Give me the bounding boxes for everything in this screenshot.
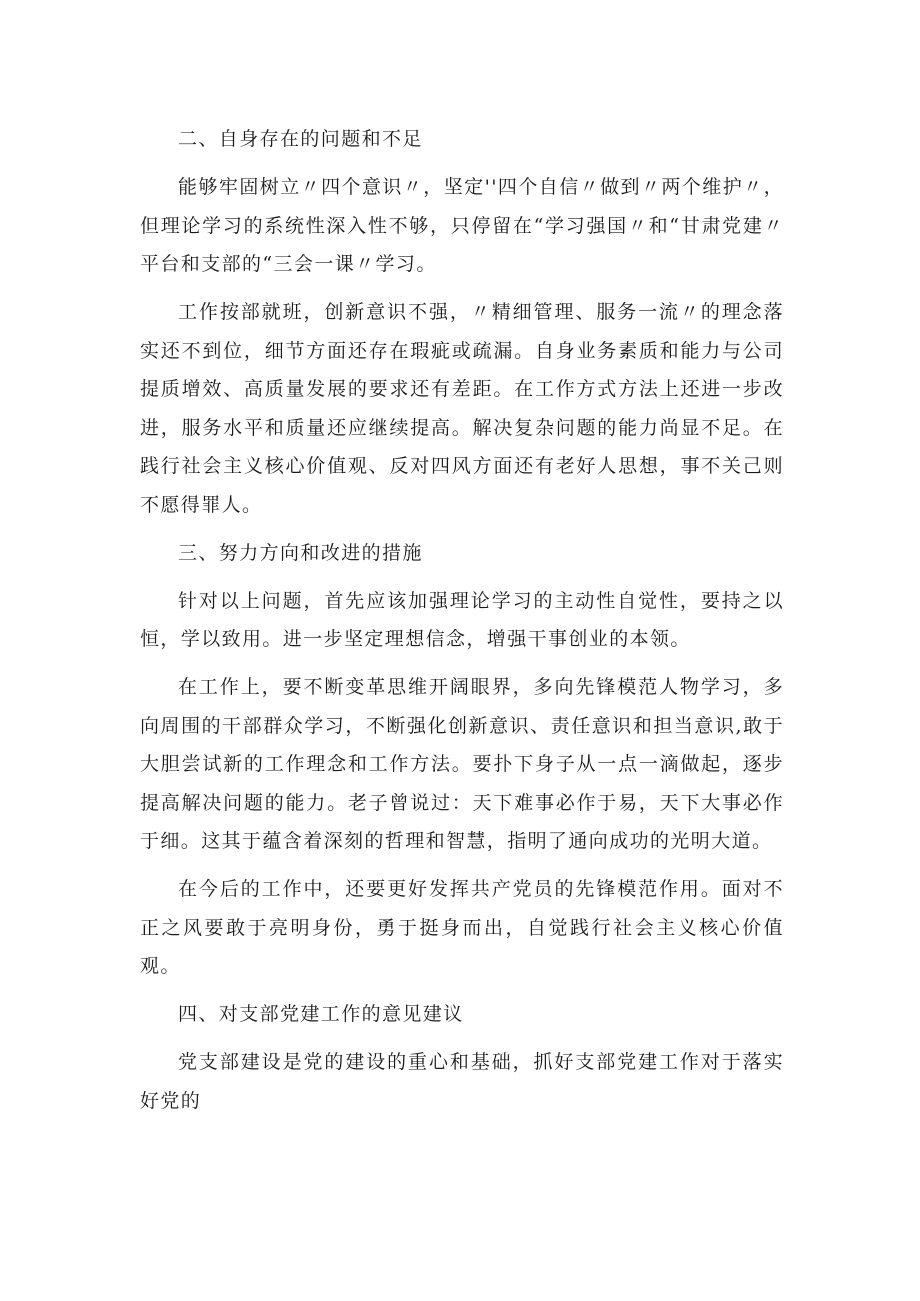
section-heading-improvements: 三、努力方向和改进的措施 xyxy=(178,541,423,564)
paragraph-work-shortcomings: 工作按部就班，创新意识不强，〃精细管理、服务一流〃的理念落实还不到位，细节方面还存在瑕疵或疏漏。自身业务素质和能力与公司提质增效、高质量发展的要求还有差距。在工作方式方法上还进一步改进，服务水平和质量还应继续提高。解决复杂问题的能力尚显不足。在践行社会主义核心价值观、反对四风方面还有老好人思想，事不关己则不愿得罪人。 xyxy=(140,301,784,516)
section-heading-problems: 二、自身存在的问题和不足 xyxy=(178,128,423,150)
document-body xyxy=(140,120,784,1130)
paragraph-branch-building: 党支部建设是党的建设的重心和基础，抓好支部党建工作对于落实好党的 xyxy=(140,1051,784,1112)
paragraph-theory-study: 能够牢固树立〃四个意识〃，坚定''四个自信〃做到〃两个维护〃，但理论学习的系统性深入性不够，只停留在“学习强国〃和“甘肃党建〃平台和支部的“三会一课〃学习。 xyxy=(140,176,784,275)
section-heading-suggestions: 四、对支部党建工作的意见建议 xyxy=(178,1003,464,1025)
paragraph-strengthen-study: 针对以上问题，首先应该加强理论学习的主动性自觉性，要持之以恒，学以致用。进一步坚定理想信念，增强干事创业的本领。 xyxy=(140,589,784,650)
paragraph-vanguard-role: 在今后的工作中，还要更好发挥共产党员的先锋模范作用。面对不正之风要敢于亮明身份，勇于挺身而出，自觉践行社会主义核心价值观。 xyxy=(140,878,784,977)
paragraph-work-improvement: 在工作上，要不断变革思维开阔眼界，多向先锋模范人物学习，多向周围的干部群众学习，不断强化创新意识、责任意识和担当意识,敢于大胆尝试新的工作理念和工作方法。要扑下身子从一点一滴做起，逐步提高解决问题的能力。老子曾说过：天下难事必作于易，天下大事必作于细。这其于蕴含着深刻的哲理和智慧，指明了通向成功的光明大道。 xyxy=(140,676,784,852)
